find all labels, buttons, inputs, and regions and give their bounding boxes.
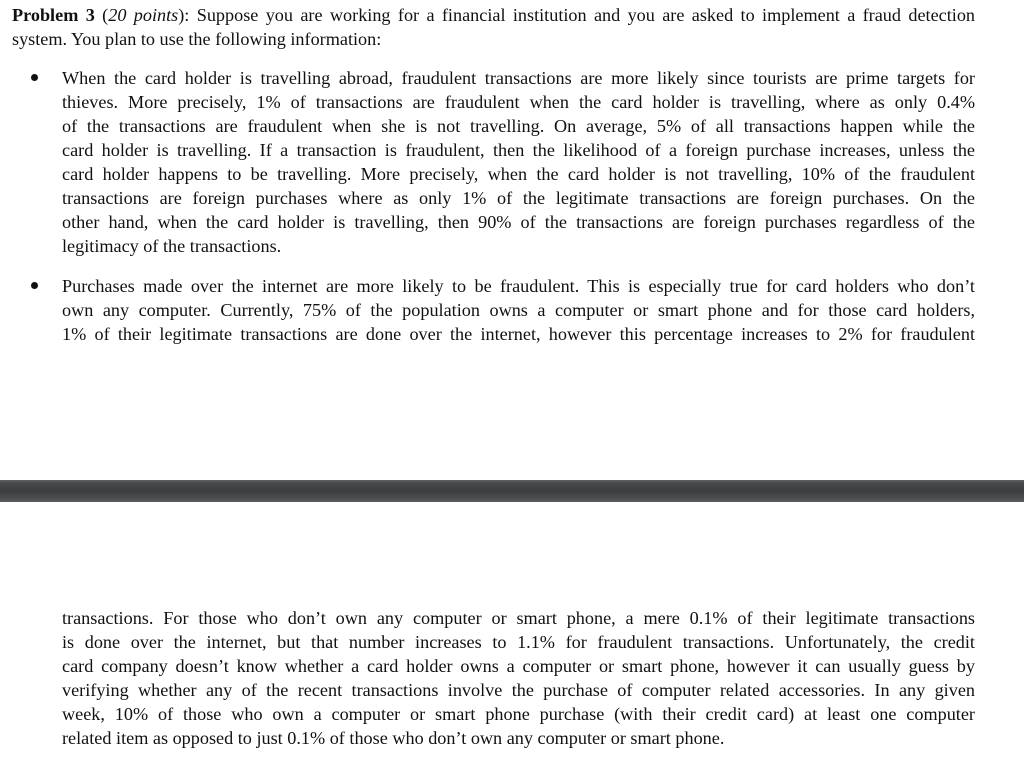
bullet-1-line: other hand, when the card holder is travelling, then 90% of the transactions are foreign purchases regardless of the [62,212,975,232]
bullet-1-line: thieves. More precisely, 1% of transactions are fraudulent when the card holder is travelling, where as only 0.4% [62,92,975,112]
problem-heading-line [12,3,975,27]
bullet-1-line: When the card holder is travelling abroad, fraudulent transactions are more likely since tourists are prime targets for [62,68,975,88]
bullet-2-line: is done over the internet, but that number increases to 1.1% for fraudulent transactions. Unfortunately, the credit [62,632,975,652]
bullet-2-line: own any computer. Currently, 75% of the population owns a computer or smart phone and for those card holders, [62,300,975,320]
bullet-1-line: transactions are foreign purchases where as only 1% of the legitimate transactions are foreign purchases. On the [62,188,975,208]
problem-intro-text: Suppose you are working for a financial institution and you are asked to implement a fraud detection [196,5,975,25]
bullet-1-line: of the transactions are fraudulent when she is not travelling. On average, 5% of all transactions happen while the [62,116,975,136]
points-open: ( [94,5,109,25]
bullet-2-line: card company doesn’t know whether a card holder owns a computer or smart phone, however it can usually guess by [62,656,975,676]
problem-label: Problem 3 [12,5,95,25]
bullet-2-line: week, 10% of those who own a computer or smart phone purchase (with their credit card) at least one computer [62,704,975,724]
document-page-bottom [0,502,1024,766]
bullet-1-line: card holder happens to be travelling. More precisely, when the card holder is not travelling, 10% of the fraudulent [62,164,975,184]
bullet-2-line: 1% of their legitimate transactions are done over the internet, however this percentage increases to 2% for fraudulent [62,324,975,344]
problem-points: 20 points [108,5,179,25]
bullet-2-line: verifying whether any of the recent transactions involve the purchase of computer related accessories. In any given [62,680,975,700]
bullet-2-line: related item as opposed to just 0.1% of those who don’t own any computer or smart phone. [62,728,725,748]
problem-intro-line-2: system. You plan to use the following information: [12,29,382,49]
bullet-1-line: legitimacy of the transactions. [62,236,282,256]
bullet-2-marker [31,282,38,289]
points-close: ): [178,5,190,25]
page-break-divider [0,480,1024,502]
bullet-2-line: transactions. For those who don’t own any computer or smart phone, a mere 0.1% of their legitimate transactions [62,608,975,628]
bullet-1-line: card holder is travelling. If a transaction is fraudulent, then the likelihood of a foreign purchase increases, unless the [62,140,975,160]
bullet-2-line: Purchases made over the internet are more likely to be fraudulent. This is especially true for card holders who don’t [62,276,975,296]
bullet-1-marker [31,74,38,81]
